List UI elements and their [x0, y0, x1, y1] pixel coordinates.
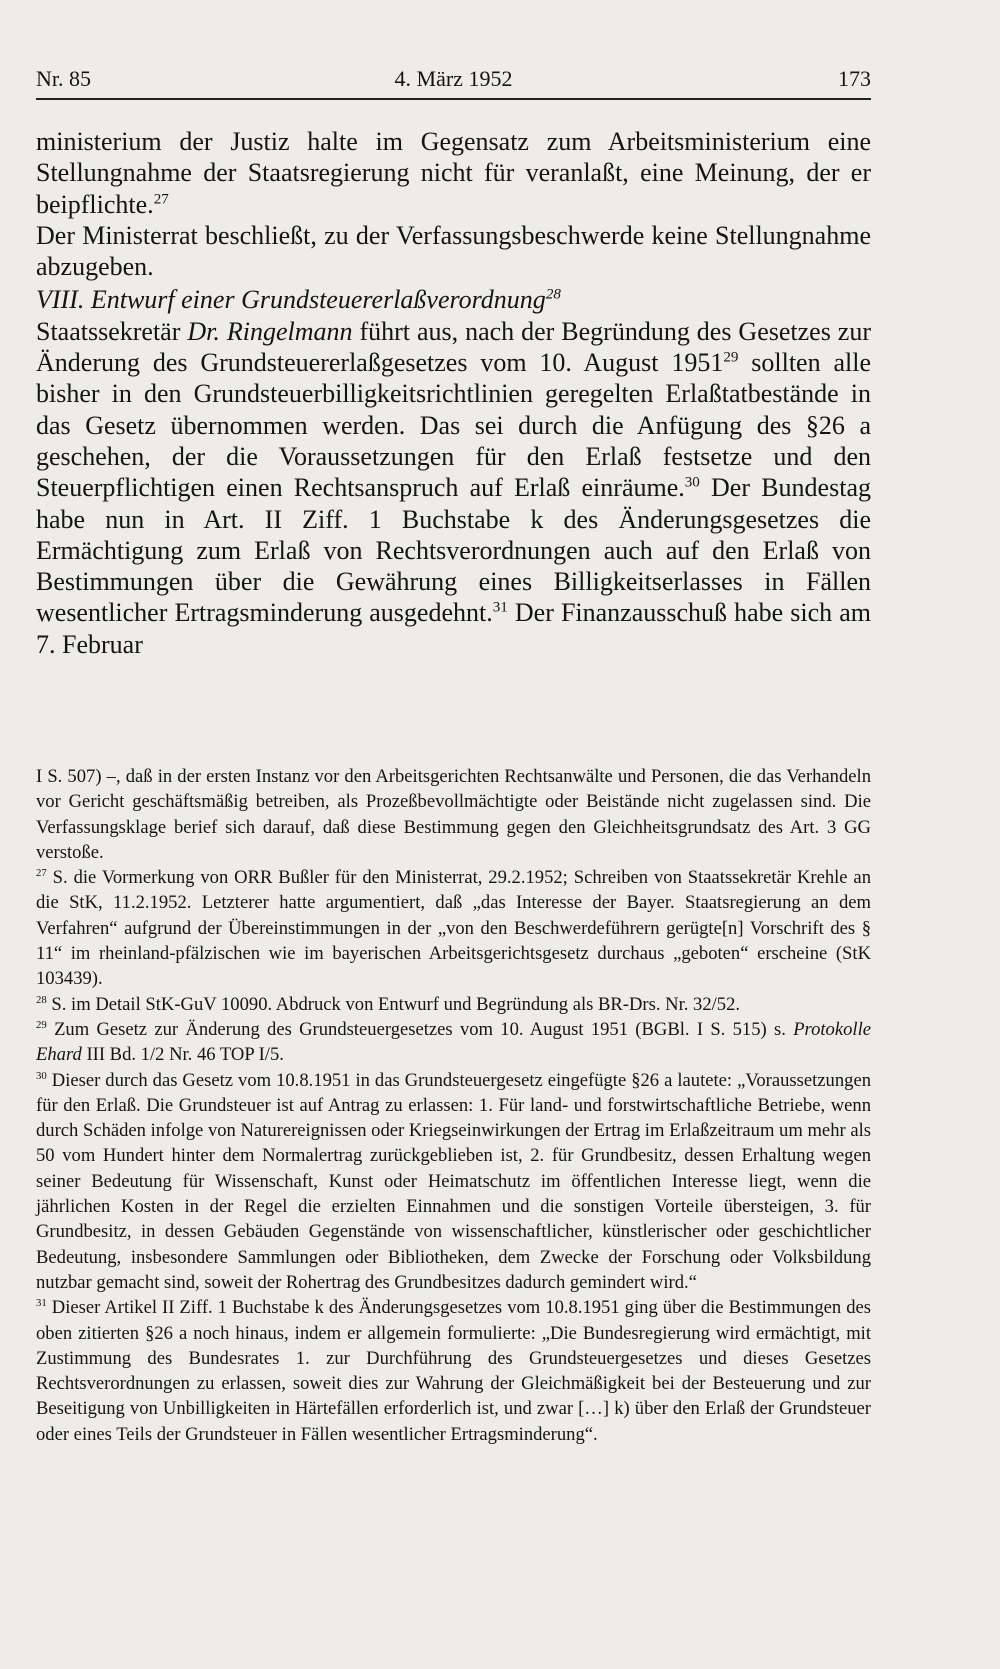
- footnote-ref-30: 30: [684, 474, 700, 491]
- document-number: Nr. 85: [36, 66, 91, 91]
- footnote-continuation: I S. 507) –, daß in der ersten Instanz vor den Arbeitsgerichten Rechtsanwälte und Personen, die das Verhandeln vor Gericht geschäftsmäßig betreiben, als Prozeßbevollmächtigte oder Beistände nicht zugelassen sind. Die Verfassungsklage berief sich darauf, daß diese Bestimmung gegen den Gleichheitsgrundsatz des Art. 3 GG verstoße.: [36, 766, 871, 863]
- footnote-ref-28: 28: [545, 286, 561, 303]
- footnote-number: 27: [36, 867, 47, 879]
- footnote-ref-31: 31: [492, 599, 508, 616]
- footnote-ref-29: 29: [723, 349, 739, 366]
- footnote-number: 29: [36, 1018, 47, 1031]
- footnote-31: $^{31}$ Dieser Artikel II Ziff. 1 Buchstabe k des Änderungsgesetzes vom 10.8.1951 ging über die Bestimmungen des oben zitierten §26 a noch hinaus, indem er allgemein formulierte: „Die Bundesregierung wird ermächtigt, mit Zustimmung des Bundesrates 1. zur Durchführung des Grundsteuergesetzes und dieses Gesetzes Rechtsverordnungen zu erlassen, soweit dies zur Wahrung der Gleichmäßigkeit bei der Besteuerung und zur Beseitigung von Unbilligkeiten in Härtefällen erforderlich ist, und zwar […] k) über den Erlaß der Grundsteuer oder eines Teils der Grundsteuer in Fällen wesentlicher Ertragsminderung“.: [36, 1297, 871, 1445]
- footnote-28: $^{28}$ S. im Detail StK-GuV 10090. Abdruck von Entwurf und Begründung als BR-Drs. Nr. 32/52.: [36, 993, 741, 1015]
- footnote-30: $^{30}$ Dieser durch das Gesetz vom 10.8.1951 in das Grundsteuergesetz eingefügte §26 a lautete: „Voraussetzungen für den Erlaß. Die Grundsteuer ist auf Antrag zu erlassen: 1. Für land- und forstwirtschaftliche Betriebe, wenn durch Schäden infolge von Naturereignissen oder Kriegseinwirkungen der Ertrag im Erlaßzeitraum um mehr als 50 vom Hundert hinter dem Normalertrag zurückgeblieben ist, 2. für Grundbesitz, dessen Erhaltung wegen seiner Bedeutung für Wissenschaft, Kunst oder Heimatschutz im öffentlichen Interesse liegt, wenn die jährlichen Kosten in der Regel die erzielten Einnahmen und die sonstigen Vorteile übersteigen, 3. für Grundbesitz, in dessen Gebäuden Gegenstände von wissenschaftlicher, künstlerischer oder geschichtlicher Bedeutung, insbesondere Sammlungen oder Bibliotheken, dem Zwecke der Forschung oder Volksbildung nutzbar gemacht sind, soweit der Rohertrag des Grundbesitzes dadurch gemindert wird.“: [36, 1069, 871, 1293]
- footnotes: [36, 764, 871, 1447]
- footnote-number: 30: [36, 1069, 47, 1082]
- footnote-29: $^{29}$ Zum Gesetz zur Änderung des Grundsteuergesetzes vom 10. August 1951 (BGBl. I S. 515) s. Protokolle Ehard III Bd. 1/2 Nr. 46 TOP I/5.: [36, 1018, 871, 1066]
- paragraph-ringelmann: Staatssekretär Dr. Ringelmann führt aus, nach der Begründung des Gesetzes zur Änderung des Grundsteuererlaßgesetzes vom 10. August 1951$^{29}$ sollten alle bisher in den Grundsteuerbilligkeitsrichtlinien geregelten Erlaßtatbestände in das Gesetz übernommen werden. Das sei durch die Anfügung des §26 a geschehen, der die Voraussetzungen für den Erlaß festsetze und den Steuerpflichtigen einen Rechtsanspruch auf Erlaß einräume.$^{30}$ Der Bundestag habe nun in Art. II Ziff. 1 Buchstabe k des Änderungsgesetzes die Ermächtigung zum Erlaß von Rechtsverordnungen auch auf den Erlaß von Bestimmungen über die Gewährung eines Billigkeitserlasses in Fällen wesentlicher Ertragsminderung ausgedehnt.$^{31}$ Der Finanzausschuß habe sich am 7. Februar: [36, 316, 871, 659]
- footnote-number: 31: [36, 1297, 47, 1310]
- footnote-number: 28: [36, 993, 47, 1006]
- header-date: 4. März 1952: [394, 66, 513, 91]
- footnote-27: $^{27}$ S. die Vormerkung von ORR Bußler für den Ministerrat, 29.2.1952; Schreiben von Staatssekretär Krehle an die StK, 11.2.1952. Letzterer hatte argumentiert, daß „das Interesse der Bayer. Staatsregierung an dem Verfahren“ aufgrund der Übereinstimmungen in der „von den Beschwerdeführern gerügte[n] Vorschrift des § 11“ im rheinland-pfälzischen wie im bayerischen Arbeitsgerichtsgesetz durchaus „geboten“ erscheine (StK 103439).: [36, 867, 871, 990]
- footnote-ref-27: 27: [153, 190, 169, 207]
- main-text: [36, 126, 871, 660]
- speaker-name: Dr. Ringelmann: [187, 316, 353, 346]
- section-heading: VIII. Entwurf einer Grundsteuererlaßverordnung$^{28}$: [36, 285, 561, 315]
- paragraph-decision: Der Ministerrat beschließt, zu der Verfassungsbeschwerde keine Stellungnahme abzugeben.: [36, 220, 871, 282]
- page-header: [36, 64, 871, 100]
- page-number: 173: [838, 66, 871, 91]
- paragraph-1: ministerium der Justiz halte im Gegensatz zum Arbeitsministerium eine Stellungnahme der Staatsregierung nicht für veranlaßt, eine Meinung, der er beipflichte.$^{27}$: [36, 127, 871, 219]
